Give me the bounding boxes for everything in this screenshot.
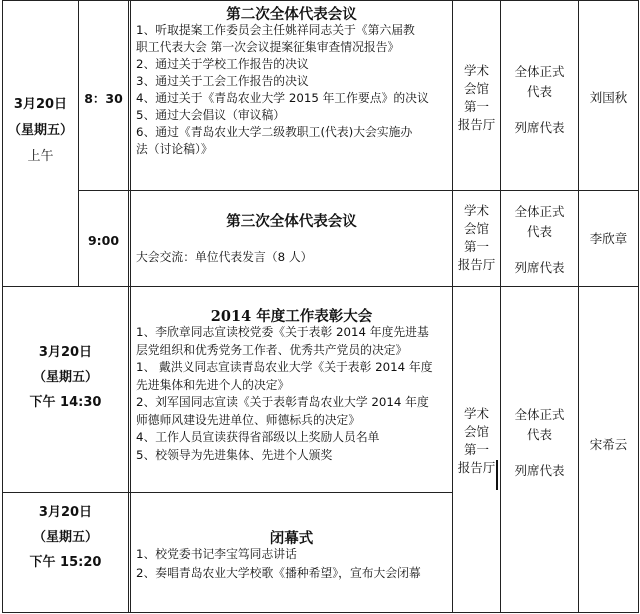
- attendees-line: 列席代表: [514, 120, 565, 135]
- attendees-line: 代表: [526, 84, 552, 99]
- session-title: 第三次全体代表会议: [226, 213, 357, 230]
- list-item: 师德师风建设先进单位、师德标兵的决定》: [136, 412, 361, 427]
- list-item: 2、刘军国同志宣读《关于表彰青岛农业大学 2014 年度: [136, 395, 429, 409]
- list-item: 1、李欣章同志宣读校党委《关于表彰 2014 年度先进基: [136, 325, 429, 339]
- weekday-text: （星期五）: [32, 530, 98, 545]
- venue-cell: [453, 405, 500, 477]
- venue-line: 会馆: [463, 81, 489, 96]
- attendees-line: 列席代表: [514, 260, 565, 275]
- venue-line: 报告厅: [457, 460, 496, 475]
- time-cell: 8：30: [84, 91, 123, 106]
- date-text: 3月20日: [38, 345, 93, 360]
- attendees-cell: [501, 202, 578, 278]
- list-item: 4、工作人员宣读获得省部级以上奖励人员名单: [136, 430, 380, 444]
- venue-line: 报告厅: [457, 257, 496, 272]
- session-items: [136, 545, 451, 583]
- venue-line: 学术: [463, 63, 489, 78]
- venue-cell: [453, 62, 500, 134]
- table-border-bottom: [2, 612, 638, 613]
- list-item: 6、通过《青岛农业大学二级教职工(代表)大会实施办: [136, 125, 413, 139]
- attendees-cell: [501, 405, 578, 481]
- venue-line: 报告厅: [457, 117, 496, 132]
- host-cell: 宋希云: [589, 437, 628, 452]
- list-item: 1、校党委书记李宝笃同志讲话: [136, 547, 297, 561]
- list-item: 法（讨论稿）》: [136, 142, 213, 156]
- date-text: 3月20日: [13, 97, 68, 112]
- list-item: 1、听取提案工作委员会主任姚祥同志关于《第六届教: [136, 23, 415, 37]
- session-title: 闭幕式: [269, 530, 314, 547]
- session-title: 2014 年度工作表彰大会: [210, 308, 373, 325]
- list-item: 先进集体和先进个人的决定》: [136, 377, 290, 392]
- attendees-line: 列席代表: [514, 463, 565, 478]
- host-cell: 刘国秋: [589, 90, 628, 105]
- session-items: [136, 22, 451, 158]
- attendees-line: 代表: [526, 224, 552, 239]
- list-item: 5、校领导为先进集体、先进个人颁奖: [136, 447, 333, 462]
- session-title: 第二次全体代表会议: [226, 6, 357, 23]
- time-text: 下午 15:20: [29, 555, 102, 570]
- table-border-right: [638, 0, 639, 613]
- list-item: 2、通过关于学校工作报告的决议: [136, 57, 309, 71]
- venue-line: 第一: [463, 239, 489, 254]
- venue-line: 学术: [463, 203, 489, 218]
- list-item: 1、 戴洪义同志宣读青岛农业大学《关于表彰 2014 年度: [136, 360, 433, 374]
- session-items: [136, 324, 451, 464]
- table-row-divider: [2, 492, 452, 493]
- venue-line: 第一: [463, 99, 489, 114]
- table-border-top: [2, 0, 638, 1]
- time-cell: 9:00: [87, 233, 120, 248]
- time-text: 下午 14:30: [29, 395, 102, 410]
- weekday-text: （星期五）: [7, 123, 73, 138]
- list-item: 3、通过关于工会工作报告的决议: [136, 74, 309, 88]
- list-item: 4、通过关于《青岛农业大学 2015 年工作要点》的决议: [136, 91, 429, 105]
- attendees-line: 全体正式: [514, 407, 565, 422]
- venue-line: 学术: [463, 406, 489, 421]
- date-cell: [3, 92, 78, 170]
- table-row-divider: [78, 190, 638, 191]
- list-item: 5、通过大会倡议（审议稿）: [136, 108, 286, 122]
- period-text: 上午: [27, 149, 54, 164]
- weekday-text: （星期五）: [32, 370, 98, 385]
- list-item: 大会交流：单位代表发言（8 人）: [136, 250, 313, 264]
- venue-line: 会馆: [463, 424, 489, 439]
- session-items: [136, 249, 451, 266]
- date-time-cell: [3, 340, 128, 415]
- venue-line: 会馆: [463, 221, 489, 236]
- list-item: 职工代表大会 第一次会议提案征集审查情况报告》: [136, 40, 400, 54]
- table-col-divider: [128, 0, 129, 613]
- attendees-line: 全体正式: [514, 204, 565, 219]
- venue-cell: [453, 202, 500, 274]
- venue-line: 第一: [463, 442, 489, 457]
- table-row-divider: [2, 286, 638, 287]
- list-item: 层党组织和优秀党务工作者、优秀共产党员的决定》: [136, 342, 408, 357]
- attendees-line: 全体正式: [514, 64, 565, 79]
- list-item: 2、奏唱青岛农业大学校歌《播种希望》，宣布大会闭幕: [136, 566, 421, 580]
- date-time-cell: [3, 500, 128, 575]
- host-cell: 李欣章: [589, 231, 628, 246]
- attendees-line: 代表: [526, 427, 552, 442]
- attendees-cell: [501, 62, 578, 138]
- date-text: 3月20日: [38, 505, 93, 520]
